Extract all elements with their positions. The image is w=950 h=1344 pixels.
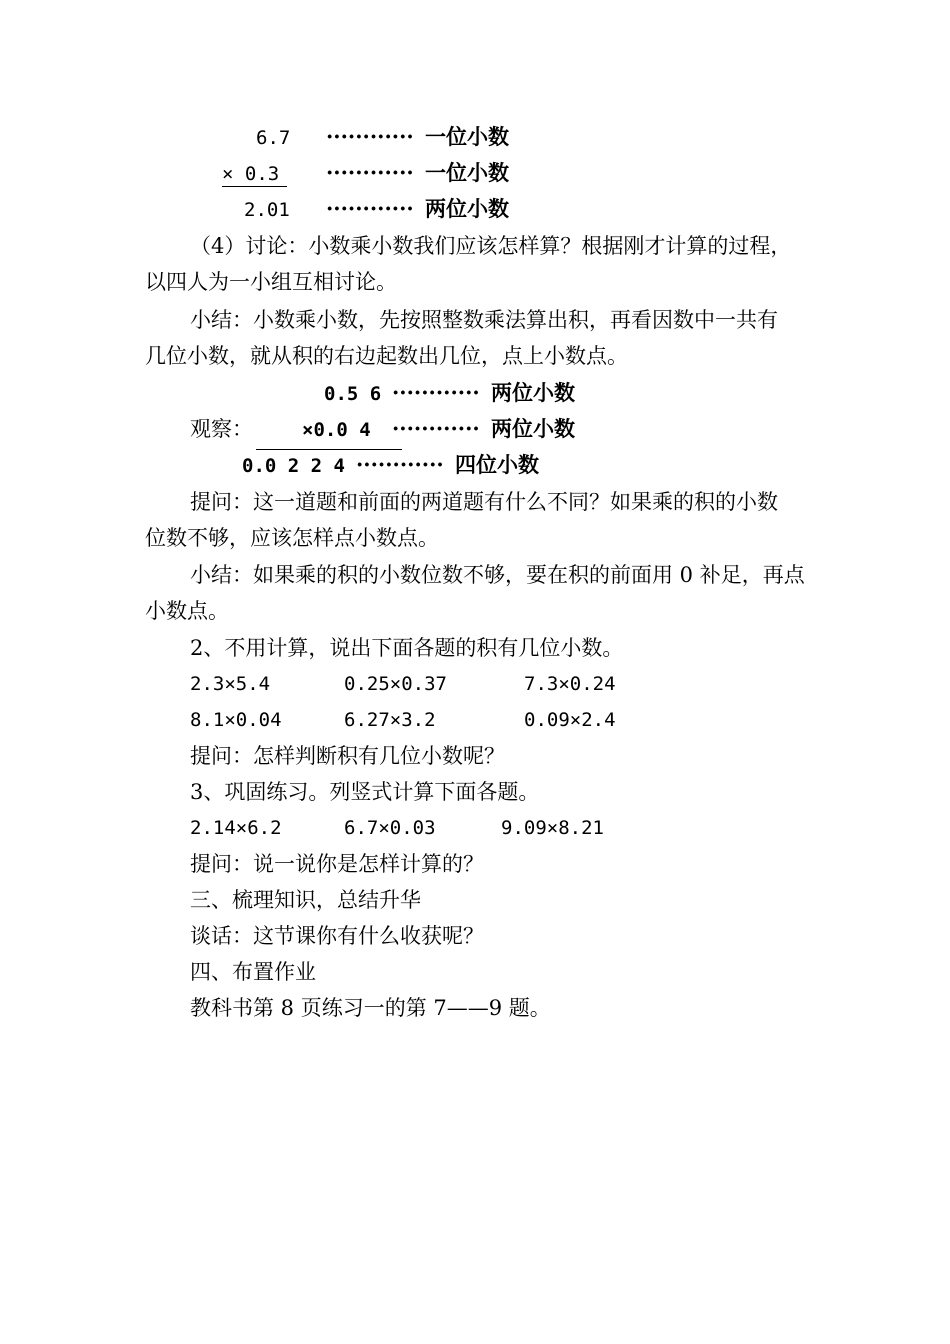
calc2-row1-label: 两位小数 [491,380,575,405]
summary1-line-2: 几位小数，就从积的右边起数出几位，点上小数点。 [145,344,628,368]
question1-line-1: 提问：这一道题和前面的两道题有什么不同？如果乘的积的小数 [190,490,778,514]
question1-line-2: 位数不够，应该怎样点小数点。 [145,526,439,550]
exercise3-item: 2.14×6.2 [190,817,282,839]
calc1-row2-label: 一位小数 [425,160,509,185]
calc2-row2-label: 两位小数 [491,416,575,441]
summary2-line-2: 小数点。 [145,599,229,623]
calc1-row2-dots: ············ [326,160,414,185]
calc1-row1-number: 6.7 [256,127,291,149]
calc2-row2-number: ×0.0 4 [302,419,371,441]
discuss-line-1: （4）讨论：小数乘小数我们应该怎样算？根据刚才计算的过程， [190,234,792,258]
exercise2-item: 6.27×3.2 [344,709,436,731]
calc1-row1-dots: ············ [326,124,414,149]
calc1-row3-dots: ············ [326,196,414,221]
exercise2-title: 2、不用计算，说出下面各题的积有几位小数。 [190,636,624,660]
exercise3-item: 9.09×8.21 [501,817,604,839]
summary2-line-1: 小结：如果乘的积的小数位数不够，要在积的前面用 0 补足，再点 [190,563,805,587]
calc2-prefix: 观察： [190,417,253,441]
talk-text: 谈话：这节课你有什么收获呢？ [190,924,484,948]
exercise2-item: 0.09×2.4 [524,709,616,731]
discuss-line-2: 以四人为一小组互相讨论。 [145,270,397,294]
calc1-row3-number: 2.01 [244,199,290,221]
exercise2-item: 8.1×0.04 [190,709,282,731]
exercise3-title: 3、巩固练习。列竖式计算下面各题。 [190,780,540,804]
calc2-row3-number: 0.0 2 2 4 [242,455,345,477]
calc2-row1-dots: ············ [392,380,480,405]
exercise2-question: 提问：怎样判断积有几位小数呢？ [190,744,505,768]
summary1-line-1: 小结：小数乘小数，先按照整数乘法算出积，再看因数中一共有 [190,308,778,332]
exercise2-item: 7.3×0.24 [524,673,616,695]
calc2-row3-label: 四位小数 [455,452,539,477]
exercise2-item: 0.25×0.37 [344,673,447,695]
calc2-row2-dots: ············ [392,416,480,441]
section4-heading: 四、布置作业 [190,960,316,984]
section3-heading: 三、梳理知识，总结升华 [190,888,421,912]
calc2-divider [256,449,402,450]
exercise2-item: 2.3×5.4 [190,673,271,695]
exercise3-item: 6.7×0.03 [344,817,436,839]
homework-text: 教科书第 8 页练习一的第 7——9 题。 [190,996,551,1020]
calc1-row3-label: 两位小数 [425,196,509,221]
calc1-row1-label: 一位小数 [425,124,509,149]
calc2-row3-dots: ············ [356,452,444,477]
calc2-row1-number: 0.5 6 [324,383,382,405]
exercise3-question: 提问：说一说你是怎样计算的？ [190,852,484,876]
calc1-row2-number: × 0.3 [222,159,287,188]
